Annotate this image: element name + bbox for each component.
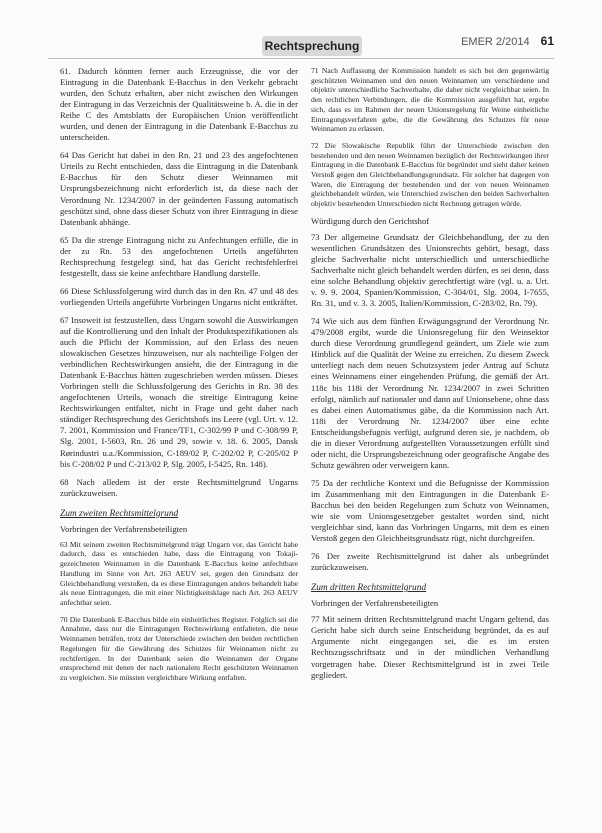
- paragraph: 63 Mit seinem zweiten Rechtsmittelgrund trägt Ungarn vor, das Gericht habe dadurch, dass es entschieden habe, dass die Eintragung von Tokaji-gezeichneten Weinnamen in die Datenbank E-Bacchus keine anfechtbare Handlung im Sinne von Art. 263 AEUV sei, gegen den Grundsatz der Gleichbehandlung verstoßen, da es diese Eintragungen anders behandelt habe als neue Eintragungen, die mit einer Nichtigkeitsklage nach Art. 263 AEUV anfechtbar seien.: [60, 539, 298, 607]
- header-divider: [48, 58, 554, 59]
- paragraph: 68 Nach alledem ist der erste Rechtsmittelgrund Ungarns zurückzuweisen.: [60, 476, 298, 498]
- paragraph: 65 Da die strenge Eintragung nicht zu Anfechtungen erfülle, die in der zu Rn. 53 des angefochtenen Urteils angeführten Rechtsprechung festgelegt sind, hat das Gericht rechtsfehlerfrei festgestellt, dass sie keine anfechtbare Handlung darstelle.: [60, 234, 298, 278]
- paragraph: 74 Wie sich aus dem fünften Erwägungsgrund der Verordnung Nr. 479/2008 ergibt, wurde die Unionsregelung für den Weinsektor durch diese Verordnung grundlegend geändert, um Ziele wie zum Hinblick auf die Qualität der Weine zu erreichen. Zu diesem Zweck unterliegt nach dem neuen Schutzsystem jeder Antrag auf Schutz eines Weinnamens einer eingehenden Prüfung, die gemäß der Art. 118c bis 118i der Verordnung Nr. 1234/2007 in zwei Schritten erfolgt, nämlich auf nationaler und dann auf Unionsebene, ohne dass es dabei einen Automatismus gäbe, da die Kommission nach Art. 118i der Verordnung Nr. 1234/2007 über eine echte Entscheidungsbefugnis verfügt, aufgrund deren sie, je nachdem, ob die in dieser Verordnung aufgestellten Voraussetzungen erfüllt sind oder nicht, die Ursprungsbezeichnung oder geografische Angabe des Schutz gewähren oder verweigern kann.: [311, 316, 549, 470]
- paragraph: 75 Da der rechtliche Kontext und die Befugnisse der Kommission im Zusammenhang mit den Eintragungen in die Datenbank E-Bacchus bei den beiden Regelungen zum Schutz von Weinnamen, wie sie vom Unionsgesetzgeber gestaltet worden sind, nicht vergleichbar sind, kann das Vorbringen Ungarns, mit dem es einen Verstoß gegen den Gleichheitsgrundsatz rügt, nicht durchgreifen.: [311, 477, 549, 544]
- paragraph: 67 Insoweit ist festzustellen, dass Ungarn sowohl die Auswirkungen auf die Kontrollierung und den Inhalt der Produktspezifikationen als auch die Pflicht der Kommission, auf den Erlass des neuen slowakischen Gesetzes hinzuweisen, nur als nachteilige Folgen der verbindlichen Rechtswirkungen ansieht, die der Eintragung in die Datenbank E-Bacchus hätten zugeschrieben werden müssen. Dieses Vorbringen stellt die Schlussfolgerung des Gerichts in Rn. 38 des angefochtenen Urteils, wonach die streitige Eintragung keine Rechtswirkungen entfaltet, nicht in Frage und geht daher nach ständiger Rechtsprechung des Gerichtshofs ins Leere (vgl. Urt. v. 12. 7. 2001, Kommission und France/TF1, C-302/99 P und C-308/99 P, Slg. 2001, I-5603, Rn. 26 und 29, sowie v. 18. 6. 2005, Dansk Rørindustri u.a./Kommission, C-189/02 P, C-202/02 P, C-205/02 P bis C-208/02 P und C-213/02 P, Slg. 2005, I-5425, Rn. 148).: [60, 314, 298, 469]
- paragraph: 66 Diese Schlussfolgerung wird durch das in den Rn. 47 und 48 des vorliegenden Urteils angeführte Vorbringen Ungarns nicht entkräftet.: [60, 285, 298, 307]
- issue-label: EMER 2/2014: [461, 36, 530, 48]
- paragraph: 72 Die Slowakische Republik führt der Unterschiede zwischen den bestehenden und den neuen Weinnamen bezüglich der Rechtswirkungen ihrer Eintragung in die Datenbank E-Bacchus für begründet und sieht daher keinen Verstoß gegen den Gleichbehandlungsgrundsatz. Für solcher hat dagegen von Waren, die Eintragung der bestehenden und der von neuen Weinnamen gleichbehandelt würden, wie Unterschied zwischen den beiden Sachverhalten objektiv bestehenden Unterschieden nicht Rechnung getragen würde.: [311, 140, 549, 209]
- subsection-heading: Vorbringen der Verfahrensbeteiligten: [60, 523, 188, 534]
- paragraph: 71 Nach Auffassung der Kommission handelt es sich bei den gegenwärtig geschützten Weinnamen und den neuen Weinnamen um verschiedene und objektiv unterschiedliche Sachverhalte, die daher nicht vergleichbar seien. In den rechtlichen Verbindungen, die die Kommission ausgeführt hat, ergebe sich, dass es im Rahmen der neuen Unionsregelung für Weine einheitliche Eintragungsverfahren gebe, die die Gewährung des Schutzes für neue Weinnamen zu erlassen.: [311, 66, 549, 134]
- paragraph: 61. Dadurch könnten ferner auch Erzeugnisse, die vor der Eintragung in die Datenbank E-Bacchus in den Verkehr gebracht wurden, den Schutz erhalten, aber nicht zwischen den Wirkungen der Eintragung in das Verzeichnis der Qualitätsweine b. A. die in der Reihe C des Amtsblatts der Europäischen Union veröffentlicht wurden, und denen der Eintragung in die Datenbank E-Bacchus zu unterscheiden.: [60, 66, 298, 143]
- right-column: [311, 66, 549, 688]
- paragraph: 73 Der allgemeine Grundsatz der Gleichbehandlung, der zu den wesentlichen Grundsätzen des Unionsrechts gehört, besagt, dass gleiche Sachverhalte nicht unterschiedlich und unterschiedliche Sachverhalte nicht gleich behandelt werden dürfen, es sei denn, dass eine solche Behandlung objektiv gerechtfertigt wäre (vgl. u. a. Urt. v. 9. 9. 2004, Spanien/Kommission, C-304/01, Slg. 2004, I-7655, Rn. 31, und v. 3. 3. 2005, Italien/Kommission, C-283/02, Rn. 79).: [311, 231, 549, 309]
- page-number: 61: [540, 34, 554, 48]
- subsection-heading: Vorbringen der Verfahrensbeteiligten: [311, 598, 439, 609]
- paragraph: 77 Mit seinem dritten Rechtsmittelgrund macht Ungarn geltend, das Gericht habe sich durch seine Entscheidung begründet, da es auf Argumente nicht eingegangen sei, die es im ersten Rechtszugsschriftsatz und in der mündlichen Verhandlung vorgetragen habe. Dieser Rechtsmittelgrund ist in zwei Teile gegliedert.: [311, 614, 549, 680]
- paragraph: 76 Der zweite Rechtsmittelgrund ist daher als unbegründet zurückzuweisen.: [311, 551, 549, 573]
- header-right: [461, 34, 554, 48]
- subsection-heading: Würdigung durch den Gerichtshof: [311, 215, 430, 226]
- paragraph: 64 Das Gericht hat dabei in den Rn. 21 und 23 des angefochtenen Urteils zu Recht entschieden, dass die Eintragung in die Datenbank E-Bacchus für den Schutz dieser Weinnamen mit Ursprungsbezeichnung nicht erforderlich ist, da diese nach der Verordnung Nr. 1234/2007 in der geänderten Fassung automatisch geschützt sind, ohne dass dieser Schutz von ihrer Eintragung in diese Datenbank abhänge.: [60, 150, 298, 227]
- left-column: [60, 66, 298, 690]
- section-heading: Zum dritten Rechtsmittelgrund: [311, 583, 427, 594]
- paragraph: 70 Die Datenbank E-Bacchus bilde ein einheitliches Register. Folglich sei die Annahme, dass nur die Eintragungen Rechtswirkung entfalteten, die neue Weinnamen beträfen, trotz der Unterschiede zwischen den beiden rechtlichen Regelungen für die Gewährung des Schutzes für Weinnamen nicht zu rechtfertigen. In der Datenbank seien die Weinnamen der Organe entsprechend mit denen der nach nationalem Recht geschützten Weinnamen zu vergleichen. Sie müssten vergleichbare Wirkung entfalten.: [60, 614, 298, 682]
- header-section-tab: Rechtsprechung: [262, 36, 362, 56]
- section-heading: Zum zweiten Rechtsmittelgrund: [60, 508, 179, 519]
